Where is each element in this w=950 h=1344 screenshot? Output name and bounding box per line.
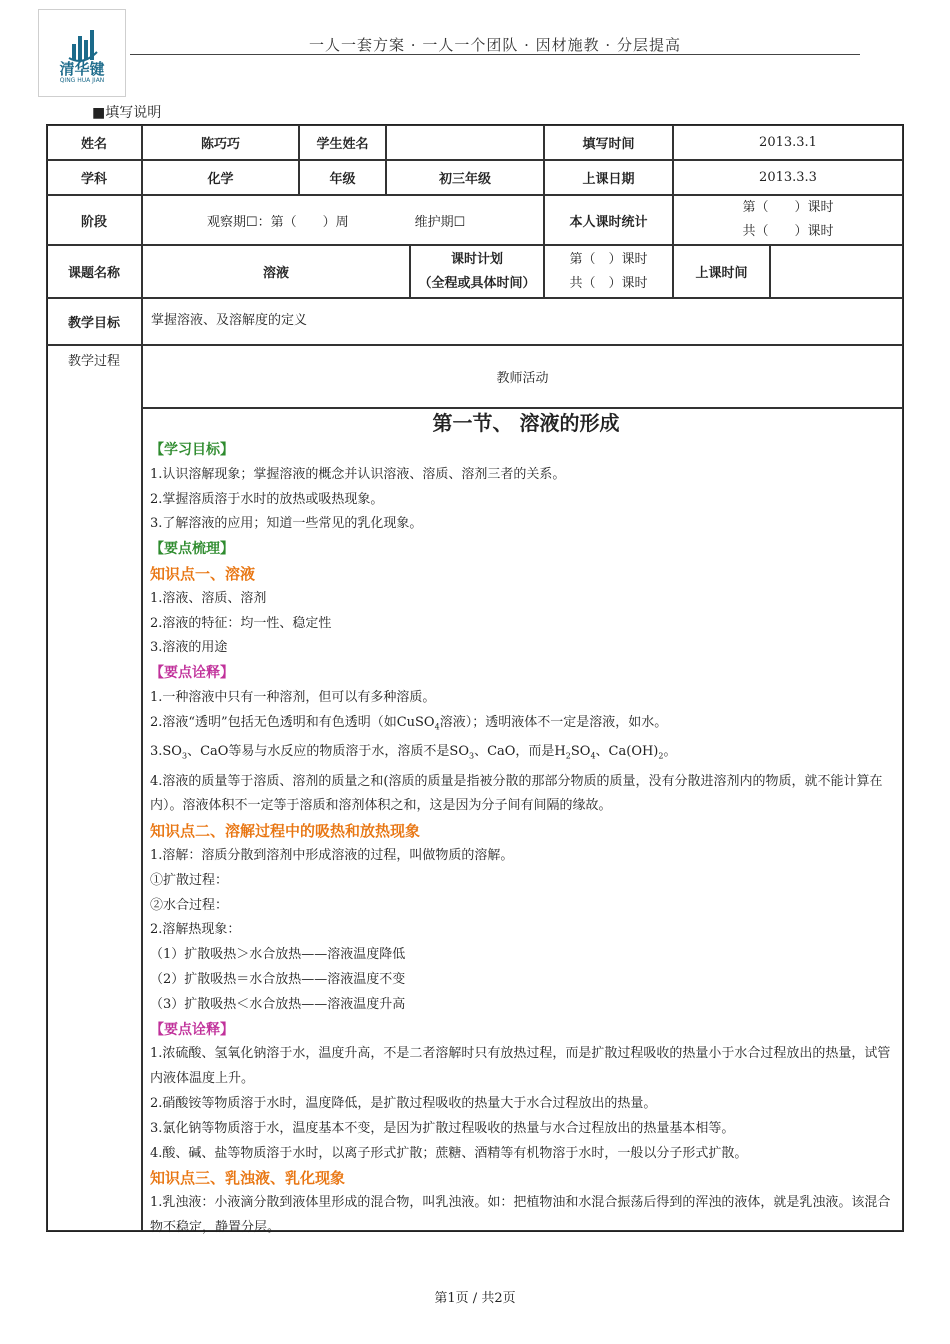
topic-label: 课题名称 <box>46 245 142 298</box>
topic-value[interactable]: 溶液 <box>142 245 410 298</box>
explain1-item-1: 1.一种溶液中只有一种溶剂，但可以有多种溶质。 <box>150 689 436 705</box>
lesson-content <box>146 408 902 1241</box>
knowledge-point-1: 知识点一、溶液 <box>150 564 256 583</box>
name-value[interactable]: 陈巧巧 <box>142 125 299 160</box>
plan-label <box>410 245 544 298</box>
grade-label: 年级 <box>299 160 386 195</box>
my-hours-values <box>673 195 903 245</box>
logo-text: 清华键 <box>59 60 105 78</box>
my-hours-total[interactable]: 共（ ）课时 <box>742 224 834 239</box>
class-time-value[interactable] <box>770 245 903 298</box>
stage-label: 阶段 <box>46 195 142 245</box>
goal-value[interactable]: 掌握溶液、及溶解度的定义 <box>142 298 903 345</box>
kp2-item-5: （1）扩散吸热＞水合放热——溶液温度降低 <box>150 947 406 963</box>
kp2-item-7: （3）扩散吸热＜水合放热——溶液温度升高 <box>150 996 406 1012</box>
process-label: 教学过程 <box>46 345 142 1231</box>
class-date-label: 上课日期 <box>544 160 673 195</box>
logo-pinyin: QING HUA JIAN <box>59 77 105 84</box>
goal-item-2: 2.掌握溶质溶于水时的放热或吸热现象。 <box>150 491 384 507</box>
kp3-item-1: 1.乳浊液：小液滴分散到液体里形成的混合物，叫乳浊液。如：把植物油和水混合振荡后得到的浑浊的液体，就是乳浊液。该混合物不稳定，静置分层。 <box>150 1195 891 1235</box>
header-slogan: 一人一套方案 · 一人一个团队 · 因材施教 · 分层提高 <box>309 36 681 54</box>
kp1-item-1: 1.溶液、溶质、溶剂 <box>150 590 267 606</box>
kp2-item-3: ②水合过程： <box>150 897 229 913</box>
explain1-item-2: 2.溶液“透明”包括无色透明和有色透明（如CuSO$_4$溶液）；透明液体不一定是溶液，如水。 <box>150 714 668 732</box>
goal-label: 教学目标 <box>46 298 142 345</box>
student-name-value[interactable] <box>386 125 544 160</box>
teacher-activity-header: 教师活动 <box>142 345 903 408</box>
class-date-value[interactable]: 2013.3.3 <box>673 160 903 195</box>
kp1-item-2: 2.溶液的特征：均一性、稳定性 <box>150 615 332 631</box>
section-title: 第一节、 溶液的形成 <box>432 411 620 435</box>
stage-maintain-option[interactable]: 维护期☐ <box>414 214 466 230</box>
logo <box>38 9 126 97</box>
stage-options <box>142 195 544 245</box>
plan-values <box>544 245 673 298</box>
heading-key-points: 【要点梳理】 <box>150 541 234 558</box>
knowledge-point-3: 知识点三、乳浊液、乳化现象 <box>150 1169 346 1188</box>
fill-note: ■填写说明 <box>92 105 162 121</box>
stage-observe-option[interactable]: 观察期☐：第（ ）周 <box>207 214 349 230</box>
explain2-item-4: 4.酸、碱、盐等物质溶于水时，以离子形式扩散；蔗糖、酒精等有机物溶于水时，一般以分子形式扩散。 <box>150 1145 748 1161</box>
heading-learning-goals: 【学习目标】 <box>150 442 234 458</box>
kp2-item-4: 2.溶解热现象： <box>150 922 241 938</box>
goal-item-1: 1.认识溶解现象；掌握溶液的概念并认识溶液、溶质、溶剂三者的关系。 <box>150 466 566 482</box>
kp2-item-6: （2）扩散吸热＝水合放热——溶液温度不变 <box>150 971 406 987</box>
kp2-item-2: ①扩散过程： <box>150 872 229 888</box>
knowledge-point-2: 知识点二、溶解过程中的吸热和放热现象 <box>150 822 421 841</box>
class-time-label: 上课时间 <box>673 245 770 298</box>
my-hours-current[interactable]: 第（ ）课时 <box>742 200 834 215</box>
heading-explanation-2: 【要点诠释】 <box>150 1021 234 1038</box>
grade-value[interactable]: 初三年级 <box>386 160 544 195</box>
explain1-item-3: $3.SO_3$、CaO等易与水反应的物质溶于水，溶质不是$SO_3$、CaO，而是$H_2SO_4$、$Ca(OH)_2$。 <box>150 744 677 761</box>
plan-total[interactable]: 共（ ）课时 <box>569 275 648 291</box>
kp1-item-3: 3.溶液的用途 <box>150 640 228 656</box>
fill-time-label: 填写时间 <box>544 125 673 160</box>
goal-item-3: 3.了解溶液的应用；知道一些常见的乳化现象。 <box>150 516 423 532</box>
explain2-item-2: 2.硝酸铵等物质溶于水时，温度降低，是扩散过程吸收的热量大于水合过程放出的热量。 <box>150 1095 657 1111</box>
plan-label-line2: （全程或具体时间） <box>418 275 536 291</box>
subject-label: 学科 <box>46 160 142 195</box>
fill-time-value[interactable]: 2013.3.1 <box>673 125 903 160</box>
explain1-item-4: 4.溶液的质量等于溶质、溶剂的质量之和(溶质的质量是指被分散的那部分物质的质量，没有分散进溶剂内的物质，就不能计算在内）。溶液体积不一定等于溶质和溶剂体积之和，这是因为分子间有间隔的缘故。 <box>150 773 883 814</box>
explain2-item-1: 1.浓硫酸、氢氧化钠溶于水，温度升高，不是二者溶解时只有放热过程，而是扩散过程吸收的热量小于水合过程放出的热量，试管内液体温度上升。 <box>150 1046 891 1087</box>
my-hours-label: 本人课时统计 <box>544 195 673 245</box>
plan-current[interactable]: 第（ ）课时 <box>569 251 648 267</box>
kp2-item-1: 1.溶解：溶质分散到溶剂中形成溶液的过程，叫做物质的溶解。 <box>150 847 514 863</box>
explain2-item-3: 3.氯化钠等物质溶于水，温度基本不变，是因为扩散过程吸收的热量与水合过程放出的热量基本相等。 <box>150 1120 735 1136</box>
name-label: 姓名 <box>46 125 142 160</box>
subject-value[interactable]: 化学 <box>142 160 299 195</box>
heading-explanation-1: 【要点诠释】 <box>150 665 234 682</box>
plan-label-line1: 课时计划 <box>450 251 503 267</box>
header-divider <box>130 54 860 55</box>
student-name-label: 学生姓名 <box>299 125 386 160</box>
page-footer: 第1页 / 共2页 <box>434 1291 516 1306</box>
